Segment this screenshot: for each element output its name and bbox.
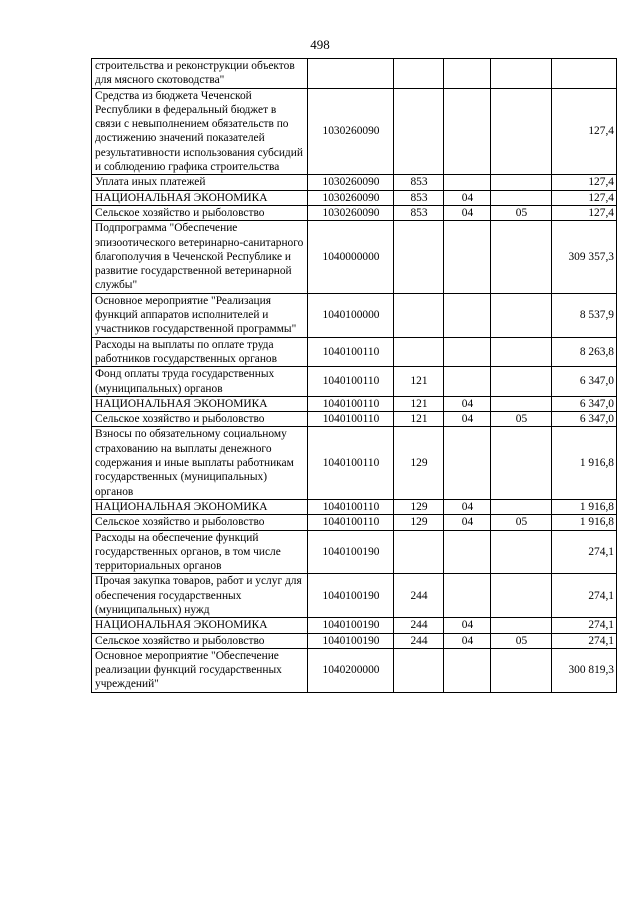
row-subsection-cell: 05 xyxy=(491,205,552,220)
row-amount-cell: 8 537,9 xyxy=(552,293,617,337)
row-subsection-cell xyxy=(491,175,552,190)
row-expense-type-cell: 129 xyxy=(394,515,444,530)
row-section-cell: 04 xyxy=(444,412,491,427)
row-section-cell: 04 xyxy=(444,515,491,530)
row-amount-cell: 6 347,0 xyxy=(552,412,617,427)
row-code-cell: 1040100190 xyxy=(308,574,394,618)
row-expense-type-cell: 244 xyxy=(394,574,444,618)
row-code-cell: 1040100190 xyxy=(308,618,394,633)
row-amount-cell: 274,1 xyxy=(552,530,617,574)
row-section-cell xyxy=(444,175,491,190)
row-subsection-cell: 05 xyxy=(491,633,552,648)
row-code-cell xyxy=(308,59,394,89)
table-row xyxy=(92,412,617,427)
row-name-cell: Взносы по обязательному социальному страхованию на выплаты денежного содержания и иные выплаты работникам государственных (муниципальных) органов xyxy=(92,427,308,499)
row-section-cell xyxy=(444,648,491,692)
table-row xyxy=(92,396,617,411)
row-name-cell: НАЦИОНАЛЬНАЯ ЭКОНОМИКА xyxy=(92,499,308,514)
row-section-cell xyxy=(444,367,491,397)
row-name-cell: НАЦИОНАЛЬНАЯ ЭКОНОМИКА xyxy=(92,190,308,205)
row-section-cell xyxy=(444,221,491,293)
row-subsection-cell xyxy=(491,59,552,89)
row-expense-type-cell: 244 xyxy=(394,618,444,633)
row-code-cell: 1040100110 xyxy=(308,396,394,411)
row-amount-cell: 127,4 xyxy=(552,205,617,220)
row-code-cell: 1030260090 xyxy=(308,175,394,190)
row-subsection-cell: 05 xyxy=(491,412,552,427)
table-row xyxy=(92,574,617,618)
row-amount-cell: 127,4 xyxy=(552,175,617,190)
row-code-cell: 1030260090 xyxy=(308,190,394,205)
row-section-cell: 04 xyxy=(444,205,491,220)
row-name-cell: Фонд оплаты труда государственных (муниципальных) органов xyxy=(92,367,308,397)
row-expense-type-cell: 129 xyxy=(394,427,444,499)
row-code-cell: 1040100110 xyxy=(308,412,394,427)
page-number: 498 xyxy=(310,37,330,52)
row-expense-type-cell: 853 xyxy=(394,205,444,220)
row-name-cell: Сельское хозяйство и рыболовство xyxy=(92,633,308,648)
row-code-cell: 1040100110 xyxy=(308,499,394,514)
row-section-cell: 04 xyxy=(444,396,491,411)
table-row xyxy=(92,205,617,220)
row-section-cell: 04 xyxy=(444,633,491,648)
row-expense-type-cell: 853 xyxy=(394,175,444,190)
table-row xyxy=(92,648,617,692)
row-expense-type-cell: 121 xyxy=(394,396,444,411)
table-row xyxy=(92,221,617,293)
row-subsection-cell xyxy=(491,221,552,293)
row-expense-type-cell: 121 xyxy=(394,412,444,427)
row-expense-type-cell xyxy=(394,88,444,175)
row-amount-cell: 1 916,8 xyxy=(552,515,617,530)
row-name-cell: НАЦИОНАЛЬНАЯ ЭКОНОМИКА xyxy=(92,396,308,411)
row-name-cell: Основное мероприятие "Реализация функций аппаратов исполнителей и участников государственной программы" xyxy=(92,293,308,337)
row-section-cell: 04 xyxy=(444,618,491,633)
row-expense-type-cell xyxy=(394,530,444,574)
row-subsection-cell xyxy=(491,337,552,367)
row-expense-type-cell xyxy=(394,59,444,89)
row-section-cell xyxy=(444,427,491,499)
row-amount-cell: 300 819,3 xyxy=(552,648,617,692)
row-amount-cell: 8 263,8 xyxy=(552,337,617,367)
row-name-cell: Средства из бюджета Чеченской Республики в федеральный бюджет в связи с невыполнением обязательств по достижению значений показателей результативности использования субсидий и соблюдению графика строительства xyxy=(92,88,308,175)
row-code-cell: 1040100190 xyxy=(308,633,394,648)
row-expense-type-cell xyxy=(394,293,444,337)
row-amount-cell: 6 347,0 xyxy=(552,396,617,411)
row-name-cell: Сельское хозяйство и рыболовство xyxy=(92,205,308,220)
row-name-cell: Уплата иных платежей xyxy=(92,175,308,190)
row-name-cell: Подпрограмма "Обеспечение эпизоотического ветеринарно-санитарного благополучия в Чеченской Республике и развитие государственной ветеринарной службы" xyxy=(92,221,308,293)
row-code-cell: 1040100110 xyxy=(308,515,394,530)
row-amount-cell: 1 916,8 xyxy=(552,499,617,514)
row-subsection-cell xyxy=(491,618,552,633)
row-section-cell: 04 xyxy=(444,499,491,514)
row-name-cell: строительства и реконструкции объектов для мясного скотоводства" xyxy=(92,59,308,89)
table-row xyxy=(92,190,617,205)
table-row xyxy=(92,515,617,530)
row-amount-cell: 127,4 xyxy=(552,88,617,175)
row-code-cell: 1040100190 xyxy=(308,530,394,574)
row-subsection-cell xyxy=(491,530,552,574)
row-code-cell: 1030260090 xyxy=(308,205,394,220)
row-amount-cell: 1 916,8 xyxy=(552,427,617,499)
row-amount-cell: 309 357,3 xyxy=(552,221,617,293)
row-section-cell: 04 xyxy=(444,190,491,205)
table-row xyxy=(92,337,617,367)
row-amount-cell: 127,4 xyxy=(552,190,617,205)
table-row xyxy=(92,59,617,89)
row-subsection-cell xyxy=(491,367,552,397)
table-row xyxy=(92,427,617,499)
row-subsection-cell xyxy=(491,88,552,175)
row-section-cell xyxy=(444,59,491,89)
table-row xyxy=(92,175,617,190)
row-code-cell: 1040200000 xyxy=(308,648,394,692)
row-expense-type-cell xyxy=(394,221,444,293)
row-code-cell: 1040100110 xyxy=(308,337,394,367)
row-expense-type-cell xyxy=(394,648,444,692)
row-subsection-cell xyxy=(491,427,552,499)
table-row xyxy=(92,499,617,514)
row-expense-type-cell xyxy=(394,337,444,367)
budget-table-body xyxy=(92,59,617,693)
row-subsection-cell xyxy=(491,574,552,618)
row-section-cell xyxy=(444,574,491,618)
row-code-cell: 1030260090 xyxy=(308,88,394,175)
row-code-cell: 1040100110 xyxy=(308,427,394,499)
row-section-cell xyxy=(444,337,491,367)
row-subsection-cell xyxy=(491,190,552,205)
row-section-cell xyxy=(444,530,491,574)
row-section-cell xyxy=(444,88,491,175)
row-section-cell xyxy=(444,293,491,337)
row-expense-type-cell: 244 xyxy=(394,633,444,648)
row-name-cell: Расходы на выплаты по оплате труда работников государственных органов xyxy=(92,337,308,367)
row-name-cell: Прочая закупка товаров, работ и услуг для обеспечения государственных (муниципальных) нужд xyxy=(92,574,308,618)
row-amount-cell: 274,1 xyxy=(552,574,617,618)
table-row xyxy=(92,633,617,648)
row-name-cell: НАЦИОНАЛЬНАЯ ЭКОНОМИКА xyxy=(92,618,308,633)
row-expense-type-cell: 121 xyxy=(394,367,444,397)
row-name-cell: Основное мероприятие "Обеспечение реализации функций государственных учреждений" xyxy=(92,648,308,692)
table-row xyxy=(92,367,617,397)
row-subsection-cell xyxy=(491,293,552,337)
row-code-cell: 1040100000 xyxy=(308,293,394,337)
row-amount-cell: 274,1 xyxy=(552,618,617,633)
table-row xyxy=(92,618,617,633)
row-subsection-cell xyxy=(491,648,552,692)
row-expense-type-cell: 853 xyxy=(394,190,444,205)
row-name-cell: Сельское хозяйство и рыболовство xyxy=(92,412,308,427)
row-name-cell: Расходы на обеспечение функций государственных органов, в том числе территориальных органов xyxy=(92,530,308,574)
table-row xyxy=(92,88,617,175)
table-row xyxy=(92,293,617,337)
row-amount-cell xyxy=(552,59,617,89)
row-subsection-cell: 05 xyxy=(491,515,552,530)
row-code-cell: 1040100110 xyxy=(308,367,394,397)
row-amount-cell: 6 347,0 xyxy=(552,367,617,397)
budget-table xyxy=(91,58,617,693)
row-subsection-cell xyxy=(491,396,552,411)
table-row xyxy=(92,530,617,574)
row-name-cell: Сельское хозяйство и рыболовство xyxy=(92,515,308,530)
row-amount-cell: 274,1 xyxy=(552,633,617,648)
row-subsection-cell xyxy=(491,499,552,514)
row-expense-type-cell: 129 xyxy=(394,499,444,514)
row-code-cell: 1040000000 xyxy=(308,221,394,293)
